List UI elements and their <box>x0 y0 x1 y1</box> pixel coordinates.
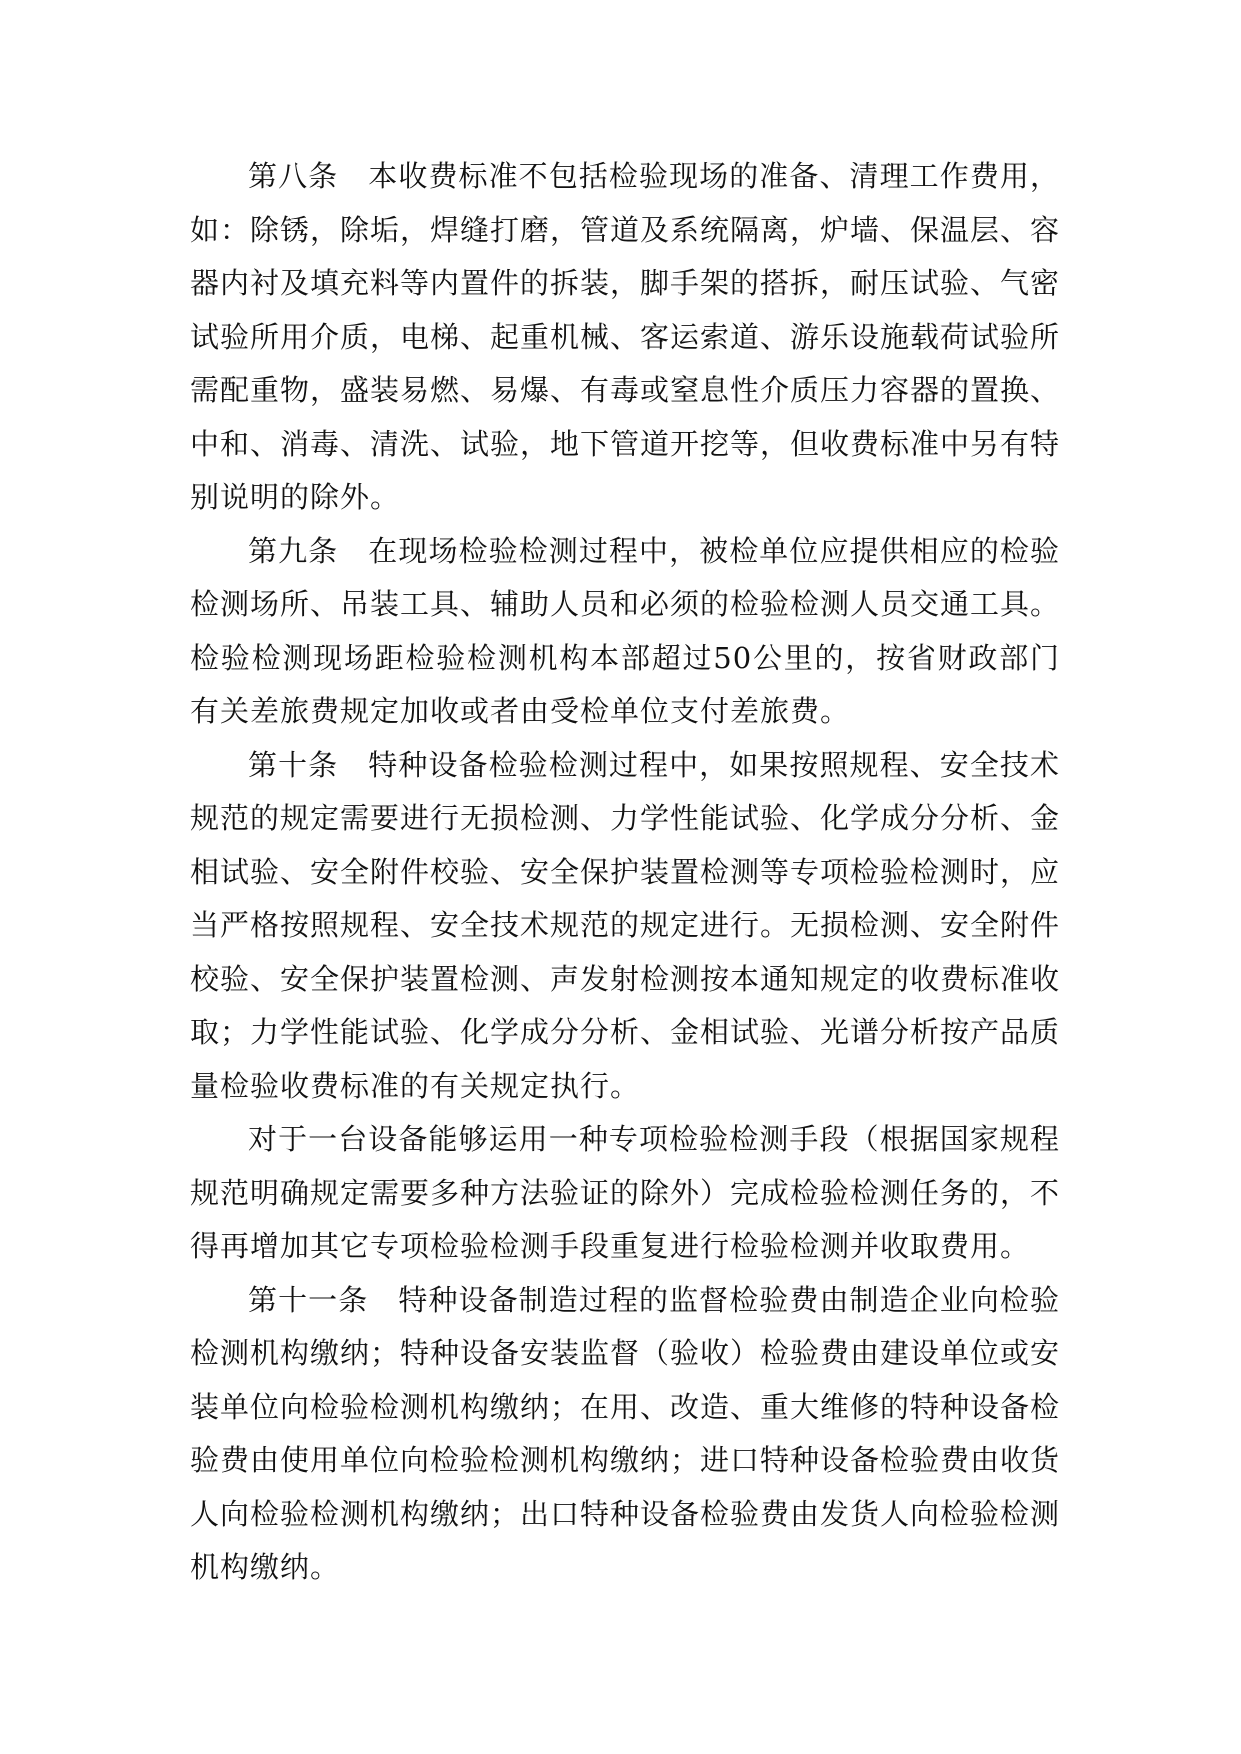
article-10-paragraph: 第十条 特种设备检验检测过程中，如果按照规程、安全技术规范的规定需要进行无损检测、力学性能试验、化学成分分析、金相试验、安全附件校验、安全保护装置检测等专项检验检测时，应当严格按照规程、安全技术规范的规定进行。无损检测、安全附件校验、安全保护装置检测、声发射检测按本通知规定的收费标准收取；力学性能试验、化学成分分析、金相试验、光谱分析按产品质量检验收费标准的有关规定执行。 <box>190 747 1061 1103</box>
document-body <box>190 150 1060 1595</box>
article-9-paragraph: 第九条 在现场检验检测过程中，被检单位应提供相应的检验检测场所、吊装工具、辅助人员和必须的检验检测人员交通工具。检验检测现场距检验检测机构本部超过50公里的，按省财政部门有关差旅费规定加收或者由受检单位支付差旅费。 <box>190 533 1061 728</box>
article-11-paragraph: 第十一条 特种设备制造过程的监督检验费由制造企业向检验检测机构缴纳；特种设备安装监督（验收）检验费由建设单位或安装单位向检验检测机构缴纳；在用、改造、重大维修的特种设备检验费由使用单位向检验检测机构缴纳；进口特种设备检验费由收货人向检验检测机构缴纳；出口特种设备检验费由发货人向检验检测机构缴纳。 <box>190 1282 1061 1584</box>
article-10-supplement-paragraph: 对于一台设备能够运用一种专项检验检测手段（根据国家规程规范明确规定需要多种方法验证的除外）完成检验检测任务的，不得再增加其它专项检验检测手段重复进行检验检测并收取费用。 <box>190 1122 1061 1263</box>
article-8-paragraph: 第八条 本收费标准不包括检验现场的准备、清理工作费用，如：除锈，除垢，焊缝打磨，管道及系统隔离，炉墙、保温层、容器内衬及填充料等内置件的拆装，脚手架的搭拆，耐压试验、气密试验所用介质，电梯、起重机械、客运索道、游乐设施载荷试验所需配重物，盛装易燃、易爆、有毒或窒息性介质压力容器的置换、中和、消毒、清洗、试验，地下管道开挖等，但收费标准中另有特别说明的除外。 <box>190 159 1061 514</box>
